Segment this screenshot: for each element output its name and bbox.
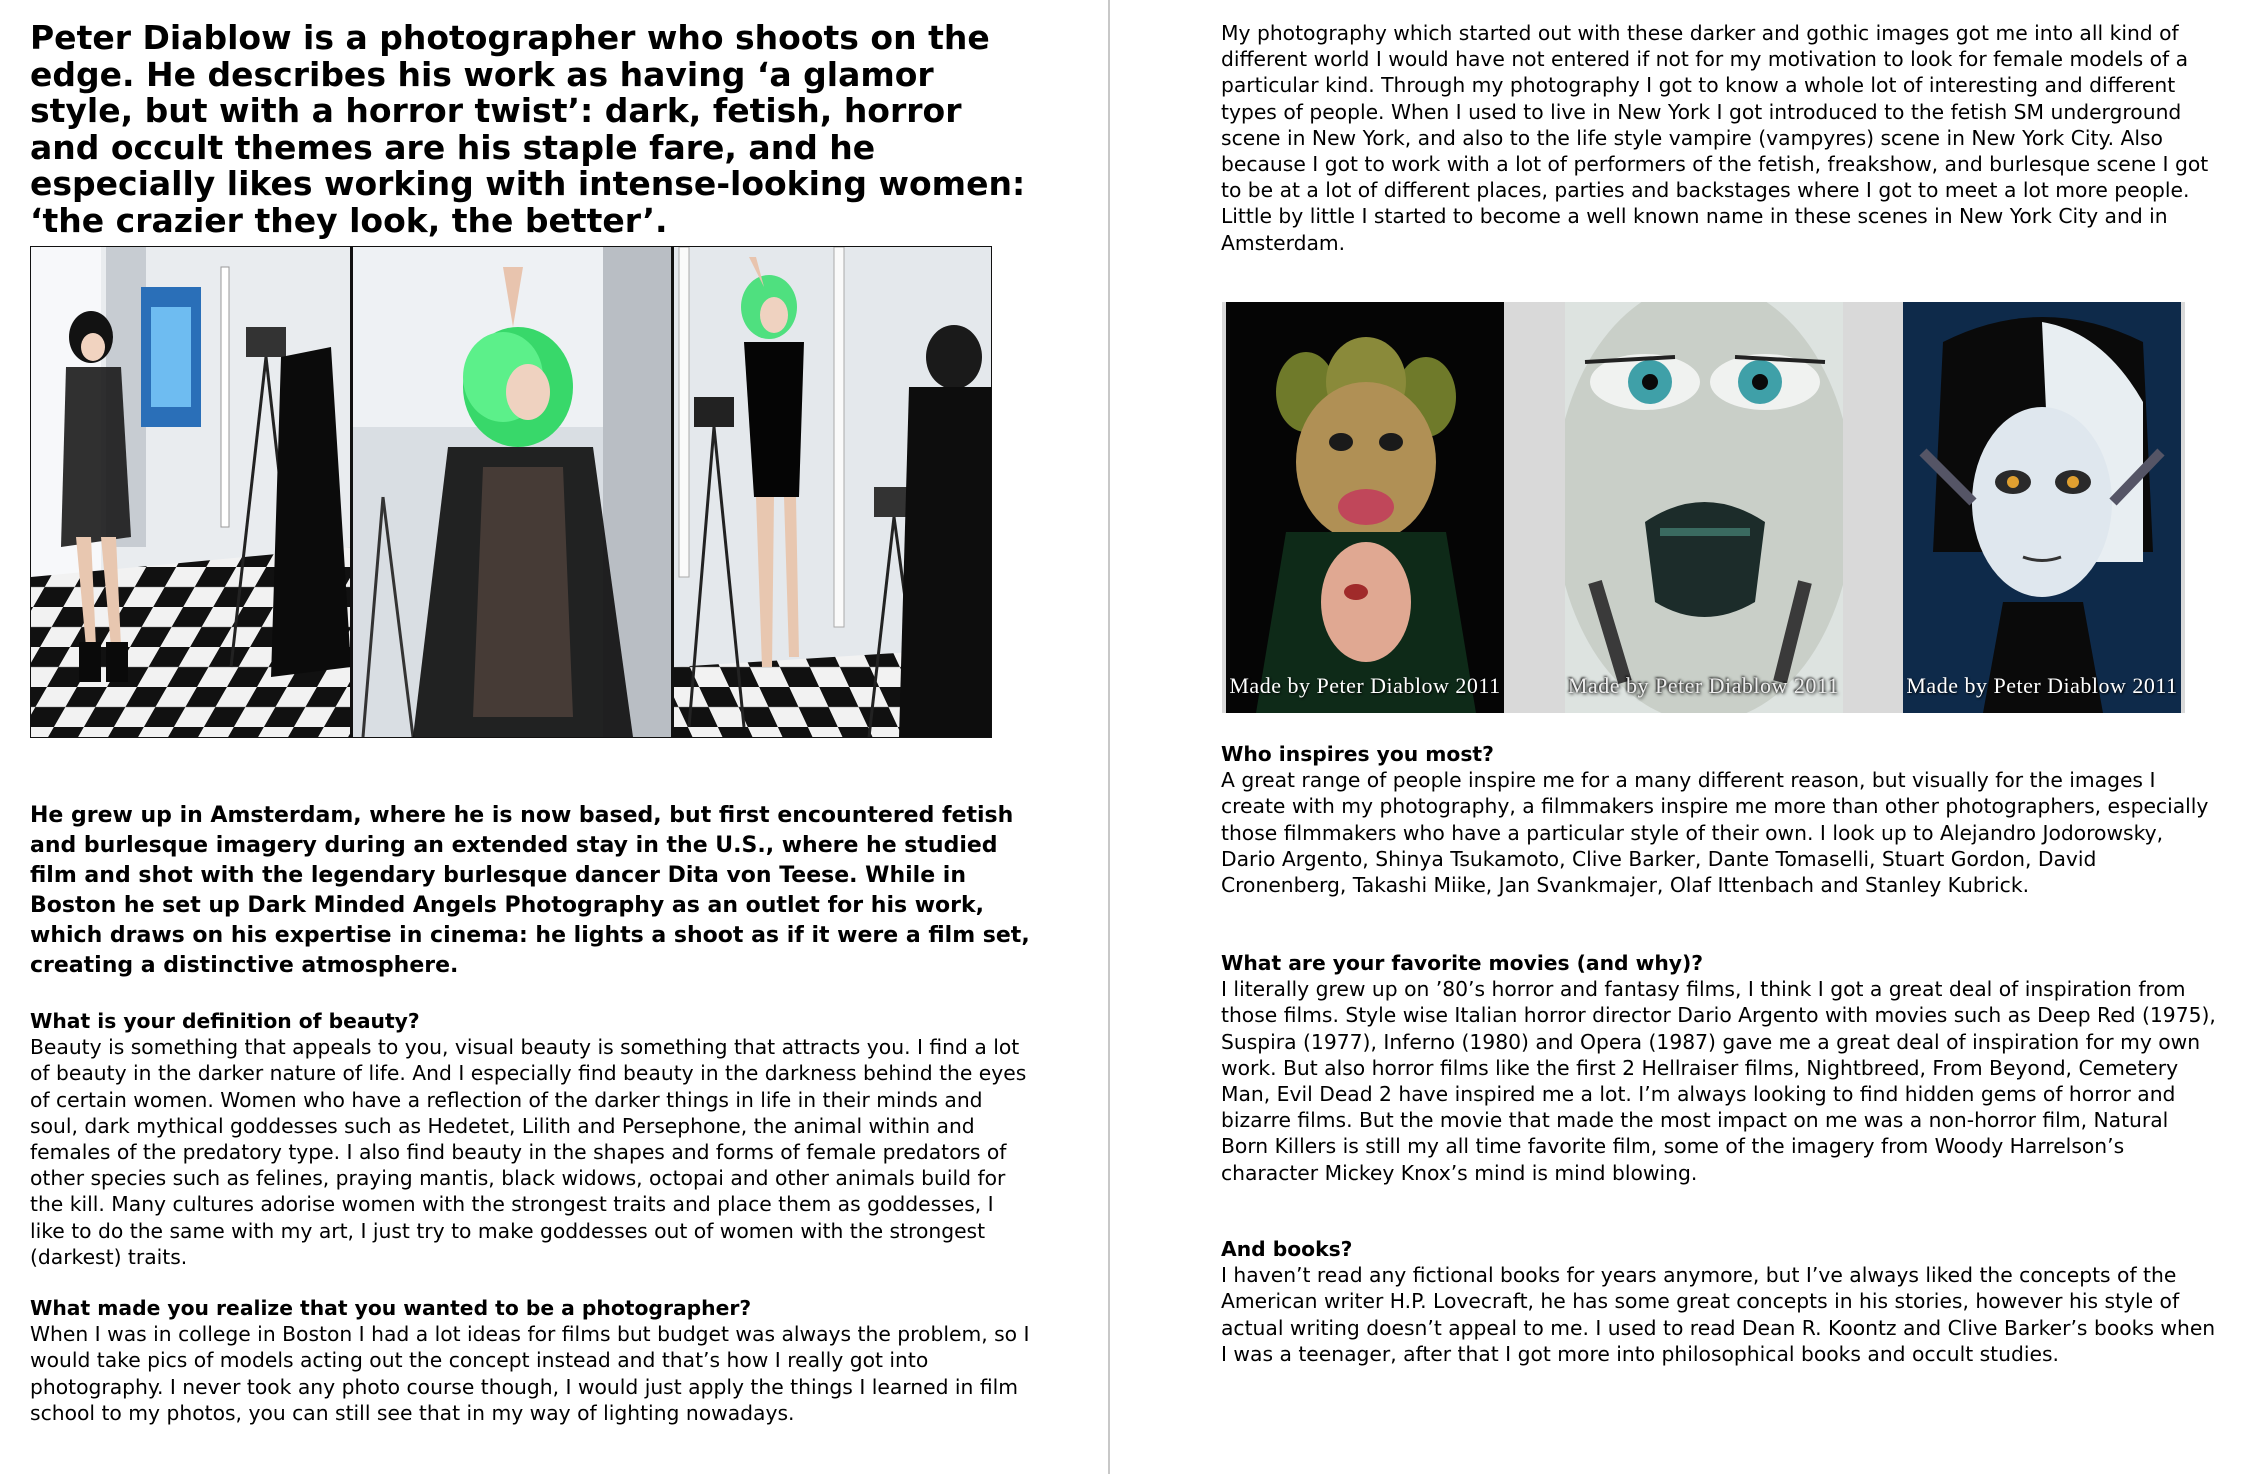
portfolio-photo-creature [1226, 302, 1504, 713]
eyes-image [1565, 302, 1843, 713]
question-photographer: What made you realize that you wanted to be a photographer? [30, 1296, 752, 1320]
question-beauty: What is your definition of beauty? [30, 1009, 420, 1033]
answer-movies: I literally grew up on ’80’s horror and fantasy films, I think I got a great deal of inspiration from those films. Style wise Italian horror director Dario Argento with movies such as Deep Red (1975), Suspira (1977), Inferno (1980) and Opera (1987) gave me a great deal of inspiration for my own work. But also horror films like the first 2 Hellraiser films, Nightbreed, From Beyond, Cemetery Man, Evil Dead 2 have inspired me a lot. I’m always looking to find hidden gems of horror and bizarre films. But the movie that made the most impact on me was a non-horror film, Natural Born Killers is still my all time favorite film, some of the imagery from Woody Harrelson’s character Mickey Knox’s mind is mind blowing. [1221, 977, 2216, 1185]
opening-text: My photography which started out with these darker and gothic images got me into all kind of different world I would have not entered if not for my motivation to look for female models of a particular kind. Through my photography I got to know a whole lot of interesting and different types of people. When I used to live in New York I got introduced to the fetish SM underground scene in New York, and also to the life style vampire (vampyres) scene in New York City. Also because I got to work with a lot of performers of the fetish, freakshow, and burlesque scene I got to be at a lot of different places, parties and backstages where I got to meet a lot more people. Little by little I started to become a well known name in these scenes in New York City and in Amsterdam. [1221, 21, 2209, 255]
portfolio-photo-strip [1222, 302, 2185, 713]
question-inspires: Who inspires you most? [1221, 742, 1494, 766]
studio-photo-nun-image [31, 247, 350, 737]
qa-inspires [1221, 741, 2221, 898]
creature-image [1226, 302, 1504, 713]
answer-photographer: When I was in college in Boston I had a lot ideas for films but budget was always the problem, so I would take pics of models acting out the concept instead and that’s how I really got into photography. I never took any photo course though, I would just apply the things I learned in film school to my photos, you can still see that in my way of lighting nowadays. [30, 1322, 1030, 1425]
qa-photographer [30, 1295, 1030, 1426]
studio-photo-latex-image [674, 247, 991, 737]
studio-photo-latex [674, 247, 991, 737]
pale-face-image [1903, 302, 2181, 713]
page-divider [1108, 0, 1110, 1474]
opening-paragraph [1221, 20, 2221, 256]
answer-inspires: A great range of people inspire me for a many different reason, but visually for the images I create with my photography, a filmmakers inspire me more than other photographers, especially those filmmakers who have a particular style of their own. I look up to Alejandro Jodorowsky, Dario Argento, Shinya Tsukamoto, Clive Barker, Dante Tomaselli, Stuart Gordon, David Cronenberg, Takashi Miike, Jan Svankmajer, Olaf Ittenbach and Stanley Kubrick. [1221, 768, 2209, 898]
caption-creature: Made by Peter Diablow 2011 [1229, 673, 1501, 698]
studio-photo-green-hair-image [353, 247, 670, 737]
answer-books: I haven’t read any fictional books for years anymore, but I’ve always liked the concepts of the American writer H.P. Lovecraft, he has some great concepts in his stories, however his style of actual writing doesn’t appeal to me. I used to read Dean R. Koontz and Clive Barker’s books when I was a teenager, after that I got more into philosophical books and occult studies. [1221, 1263, 2216, 1366]
portfolio-photo-pale-face [1903, 302, 2181, 713]
caption-pale-face: Made by Peter Diablow 2011 [1906, 673, 2178, 698]
portfolio-photo-eyes [1565, 302, 1843, 713]
qa-movies [1221, 950, 2221, 1186]
question-books: And books? [1221, 1237, 1353, 1261]
caption-eyes: Made by Peter Diablow 2011 [1567, 673, 1840, 698]
left-page [0, 0, 1108, 1474]
qa-books [1221, 1236, 2221, 1367]
studio-photo-green-hair [353, 247, 670, 737]
behind-the-scenes-photo-strip [30, 246, 992, 738]
qa-beauty [30, 1008, 1030, 1270]
intro-paragraph: Peter Diablow is a photographer who shoots on the edge. He describes his work as having ‘a glamor style, but with a horror twist’: dark, fetish, horror and occult themes are his staple fare, and he especially likes working with intense-looking women: ‘the crazier they look, the better’. [30, 18, 1026, 240]
answer-beauty: Beauty is something that appeals to you, visual beauty is something that attracts you. I find a lot of beauty in the darker nature of life. And I especially find beauty in the darkness behind the eyes of certain women. Women who have a reflection of the darker things in life in their minds and soul, dark mythical goddesses such as Hedetet, Lilith and Persephone, the animal within and females of the predatory type. I also find beauty in the shapes and forms of female predators of other species such as felines, praying mantis, black widows, octopai and other animals build for the kill. Many cultures adorise women with the strongest traits and place them as goddesses, I like to do the same with my art, I just try to make goddesses out of women with the strongest (darkest) traits. [30, 1035, 1027, 1269]
lede-paragraph: He grew up in Amsterdam, where he is now based, but first encountered fetish and burlesque imagery during an extended stay in the U.S., where he studied film and shot with the legendary burlesque dancer Dita von Teese. While in Boston he set up Dark Minded Angels Photography as an outlet for his work, which draws on his expertise in cinema: he lights a shoot as if it were a film set, creating a distinctive atmosphere. [30, 803, 1030, 978]
studio-photo-nun [31, 247, 350, 737]
question-movies: What are your favorite movies (and why)? [1221, 951, 1704, 975]
